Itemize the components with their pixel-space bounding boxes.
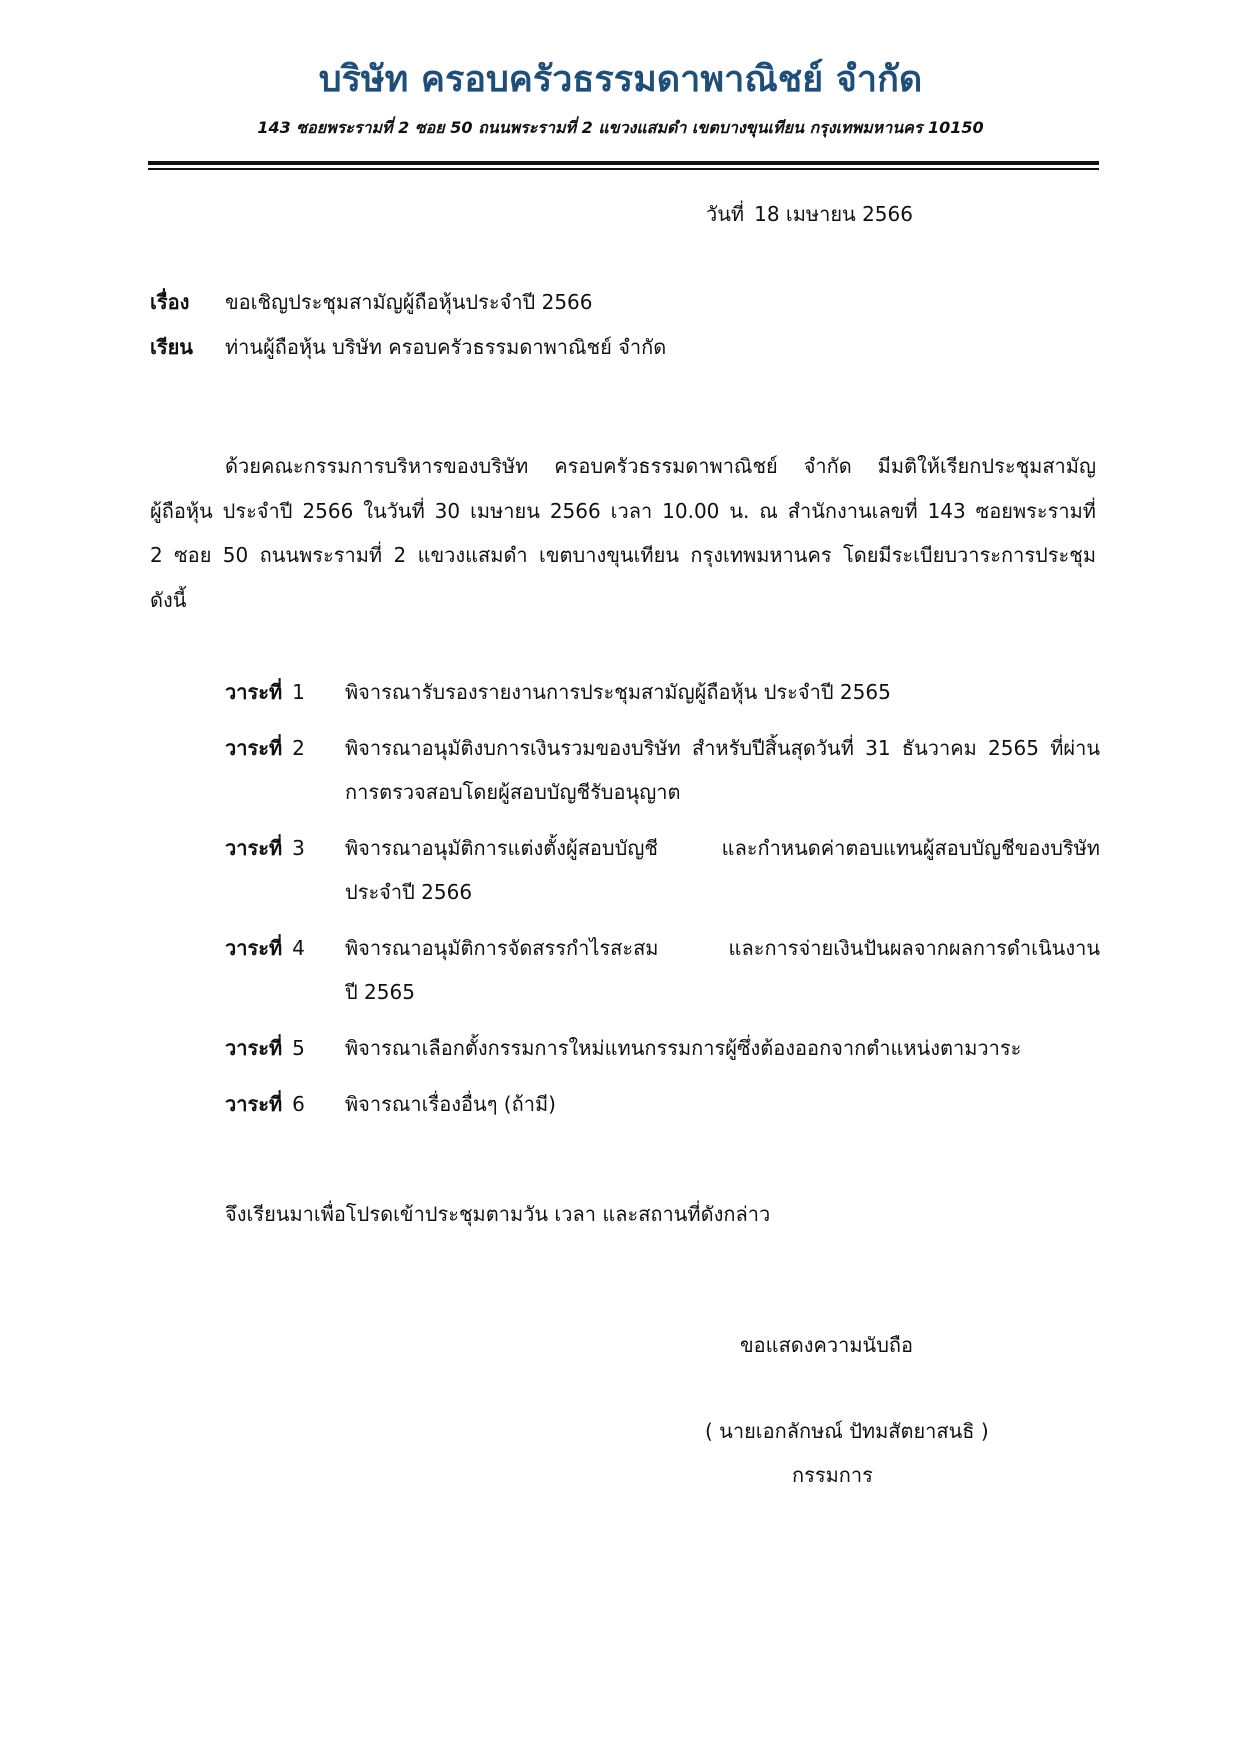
closing-regards: ขอแสดงความนับถือ [740,1333,914,1357]
agenda-label [225,1082,345,1126]
agenda-line: พิจารณาอนุมัติการแต่งตั้งผู้สอบบัญชี และกำหนดค่าตอบแทนผู้สอบบัญชีของบริษัท [345,836,1100,860]
date-value: 18 เมษายน 2566 [754,202,913,226]
body-line: ผู้ถือหุ้น ประจำปี 2566 ในวันที่ 30 เมษายน 2566 เวลา 10.00 น. ณ สำนักงานเลขที่ 143 ซอยพระรามที่ [150,498,1096,523]
agenda-label-text: วาระที่ [225,836,283,860]
agenda-item-4 [225,926,1100,1014]
agenda-line: ปี 2565 [345,980,415,1004]
letter-date [706,198,923,230]
agenda-number: 2 [292,736,305,760]
company-name: บริษัท ครอบครัวธรรมดาพาณิชย์ จำกัด [318,59,923,100]
agenda-line: การตรวจสอบโดยผู้สอบบัญชีรับอนุญาต [345,780,681,804]
letterhead-divider-thin [148,168,1099,170]
agenda-item-5 [225,1026,1100,1070]
agenda-list [225,670,1100,1138]
recipient-text: ท่านผู้ถือหุ้น บริษัท ครอบครัวธรรมดาพาณิชย์ จำกัด [225,335,667,359]
body-line: 2 ซอย 50 ถนนพระรามที่ 2 แขวงแสมดำ เขตบางขุนเทียน กรุงเทพมหานคร โดยมีระเบียบวาระการประชุม [150,543,1096,567]
agenda-text [345,726,1100,814]
agenda-label [225,1026,345,1070]
agenda-line: ประจำปี 2566 [345,880,473,904]
agenda-item-2 [225,726,1100,814]
agenda-text [345,926,1100,1014]
agenda-label [225,826,345,914]
agenda-label-text: วาระที่ [225,936,283,960]
body-paragraph [150,444,1096,622]
company-address: 143 ซอยพระรามที่ 2 ซอย 50 ถนนพระรามที่ 2 แขวงแสมดำ เขตบางขุนเทียน กรุงเทพมหานคร 10150 [257,118,984,137]
agenda-label-text: วาระที่ [225,1036,283,1060]
recipient-label: เรียน [150,335,193,359]
body-line: ด้วยคณะกรรมการบริหารของบริษัท ครอบครัวธรรมดาพาณิชย์ จำกัด มีมติให้เรียกประชุมสามัญ [225,454,1096,478]
agenda-line: พิจารณาเรื่องอื่นๆ (ถ้ามี) [345,1092,556,1116]
agenda-text [345,670,1100,714]
agenda-number: 6 [292,1092,305,1116]
closing-sentence: จึงเรียนมาเพื่อโปรดเข้าประชุมตามวัน เวลา และสถานที่ดังกล่าว [225,1202,771,1226]
agenda-number: 5 [292,1036,305,1060]
agenda-item-1 [225,670,1100,714]
agenda-label [225,726,345,814]
agenda-item-3 [225,826,1100,914]
agenda-label-text: วาระที่ [225,736,283,760]
agenda-line: พิจารณาอนุมัติงบการเงินรวมของบริษัท สำหรับปีสิ้นสุดวันที่ 31 ธันวาคม 2565 ที่ผ่าน [345,736,1100,760]
subject-row [150,286,593,318]
agenda-number: 3 [292,836,305,860]
agenda-line: พิจารณาอนุมัติการจัดสรรกำไรสะสม และการจ่ายเงินปันผลจากผลการดำเนินงาน [345,936,1100,960]
date-label: วันที่ [706,202,745,226]
agenda-text [345,1026,1100,1070]
signatory-name: ( นายเอกลักษณ์ ปัทมสัตยาสนธิ ) [705,1419,989,1443]
recipient-row [150,331,666,363]
agenda-item-6 [225,1082,1100,1126]
agenda-number: 1 [292,680,305,704]
agenda-number: 4 [292,936,305,960]
agenda-text [345,1082,1100,1126]
subject-label: เรื่อง [150,290,190,314]
agenda-label-text: วาระที่ [225,680,283,704]
agenda-text [345,826,1100,914]
agenda-line: พิจารณารับรองรายงานการประชุมสามัญผู้ถือหุ้น ประจำปี 2565 [345,680,891,704]
body-line: ดังนี้ [150,587,187,612]
agenda-label-text: วาระที่ [225,1092,283,1116]
subject-text: ขอเชิญประชุมสามัญผู้ถือหุ้นประจำปี 2566 [225,290,593,314]
agenda-label [225,926,345,1014]
letterhead-divider-thick [148,161,1099,165]
agenda-line: พิจารณาเลือกตั้งกรรมการใหม่แทนกรรมการผู้ซึ่งต้องออกจากตำแหน่งตามวาระ [345,1036,1022,1060]
signatory-title: กรรมการ [792,1463,873,1487]
agenda-label [225,670,345,714]
